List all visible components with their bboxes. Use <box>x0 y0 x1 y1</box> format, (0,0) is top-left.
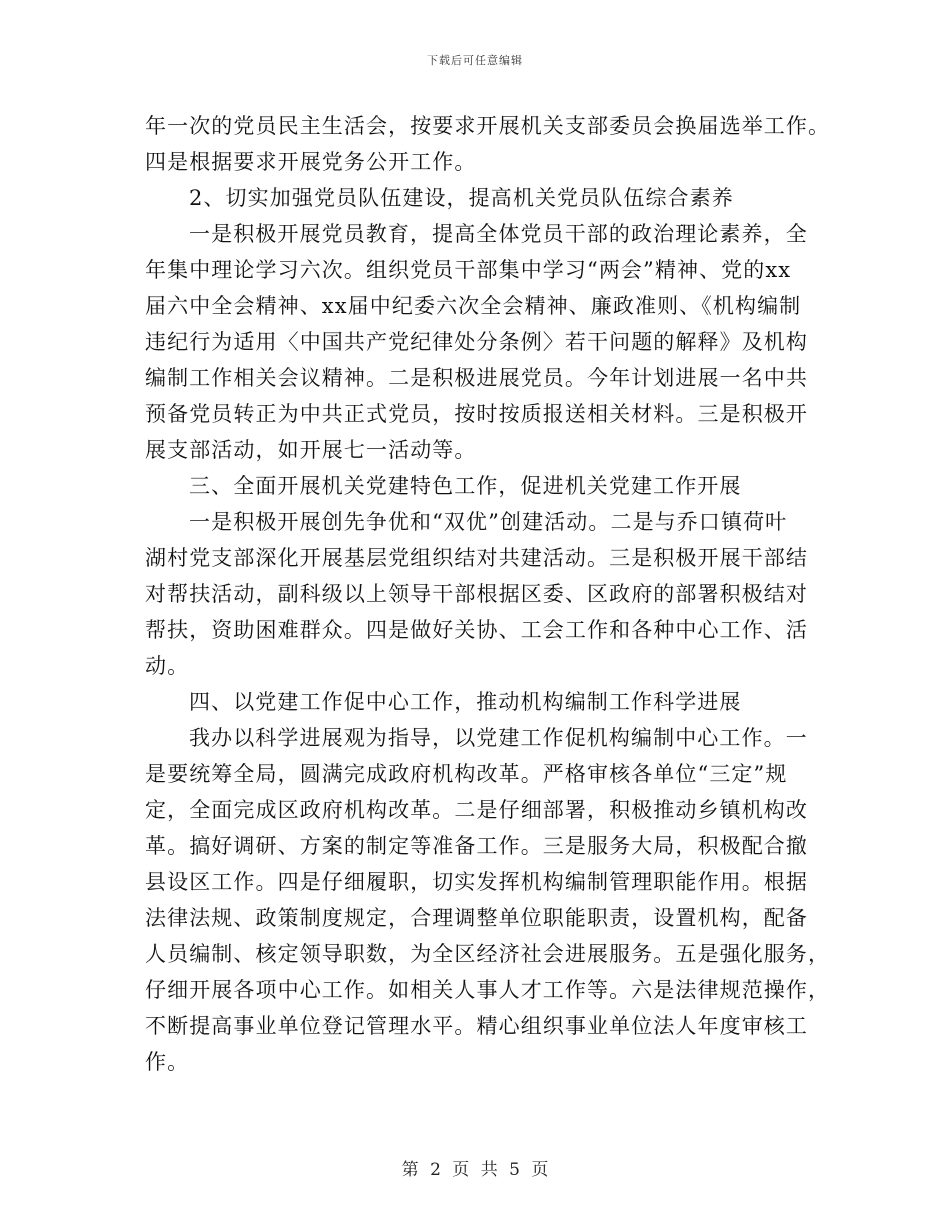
document-body <box>145 108 831 1080</box>
body-line: 编制工作相关会议精神。二是积极进展党员。今年计划进展一名中共 <box>145 366 808 390</box>
body-line: 帮扶，资助困难群众。四是做好关协、工会工作和各种中心工作、活 <box>145 618 808 642</box>
page-header: 下载后可任意编辑 <box>427 54 523 67</box>
body-line: 是要统筹全局，圆满完成政府机构改革。严格审核各单位“三定”规 <box>145 762 788 786</box>
paragraph-start: 一是积极开展创先争优和“双优”创建活动。二是与乔口镇荷叶 <box>189 510 788 534</box>
body-line: 革。搞好调研、方案的制定等准备工作。三是服务大局，积极配合撤 <box>145 834 808 858</box>
body-line: 定，全面完成区政府机构改革。二是仔细部署，积极推动乡镇机构改 <box>145 798 808 822</box>
section-heading: 2、切实加强党员队伍建设，提高机关党员队伍综合素养 <box>189 186 734 210</box>
body-line: 不断提高事业单位登记管理水平。精心组织事业单位法人年度审核工 <box>145 1014 808 1038</box>
body-line: 违纪行为适用〈中国共产党纪律处分条例〉若干问题的解释》及机构 <box>145 330 808 354</box>
body-line: 届六中全会精神、xx届中纪委六次全会精神、廉政准则、《机构编制 <box>145 294 802 318</box>
paragraph-start: 一是积极开展党员教育，提高全体党员干部的政治理论素养，全 <box>189 222 808 246</box>
body-line: 仔细开展各项中心工作。如相关人事人才工作等。六是法律规范操作， <box>145 978 831 1002</box>
body-line: 年一次的党员民主生活会，按要求开展机关支部委员会换届选举工作。 <box>145 114 831 138</box>
page-footer: 第 2 页 共 5 页 <box>401 1160 549 1180</box>
body-line: 对帮扶活动，副科级以上领导干部根据区委、区政府的部署积极结对 <box>145 582 808 606</box>
body-line: 作。 <box>145 1050 190 1074</box>
body-line: 县设区工作。四是仔细履职，切实发挥机构编制管理职能作用。根据 <box>145 870 808 894</box>
body-line: 湖村党支部深化开展基层党组织结对共建活动。三是积极开展干部结 <box>145 546 808 570</box>
paragraph-start: 我办以科学进展观为指导，以党建工作促机构编制中心工作。一 <box>189 726 808 750</box>
body-line: 四是根据要求开展党务公开工作。 <box>145 150 477 174</box>
body-line: 预备党员转正为中共正式党员，按时按质报送相关材料。三是积极开 <box>145 402 808 426</box>
body-line: 人员编制、核定领导职数，为全区经济社会进展服务。五是强化服务， <box>145 942 831 966</box>
body-line: 法律法规、政策制度规定，合理调整单位职能职责，设置机构，配备 <box>145 906 808 930</box>
body-line: 年集中理论学习六次。组织党员干部集中学习“两会”精神、党的xx <box>145 258 792 282</box>
body-line: 展支部活动，如开展七一活动等。 <box>145 438 477 462</box>
section-heading: 三、全面开展机关党建特色工作，促进机关党建工作开展 <box>189 474 742 498</box>
body-line: 动。 <box>145 654 190 678</box>
section-heading: 四、以党建工作促中心工作，推动机构编制工作科学进展 <box>189 690 742 714</box>
